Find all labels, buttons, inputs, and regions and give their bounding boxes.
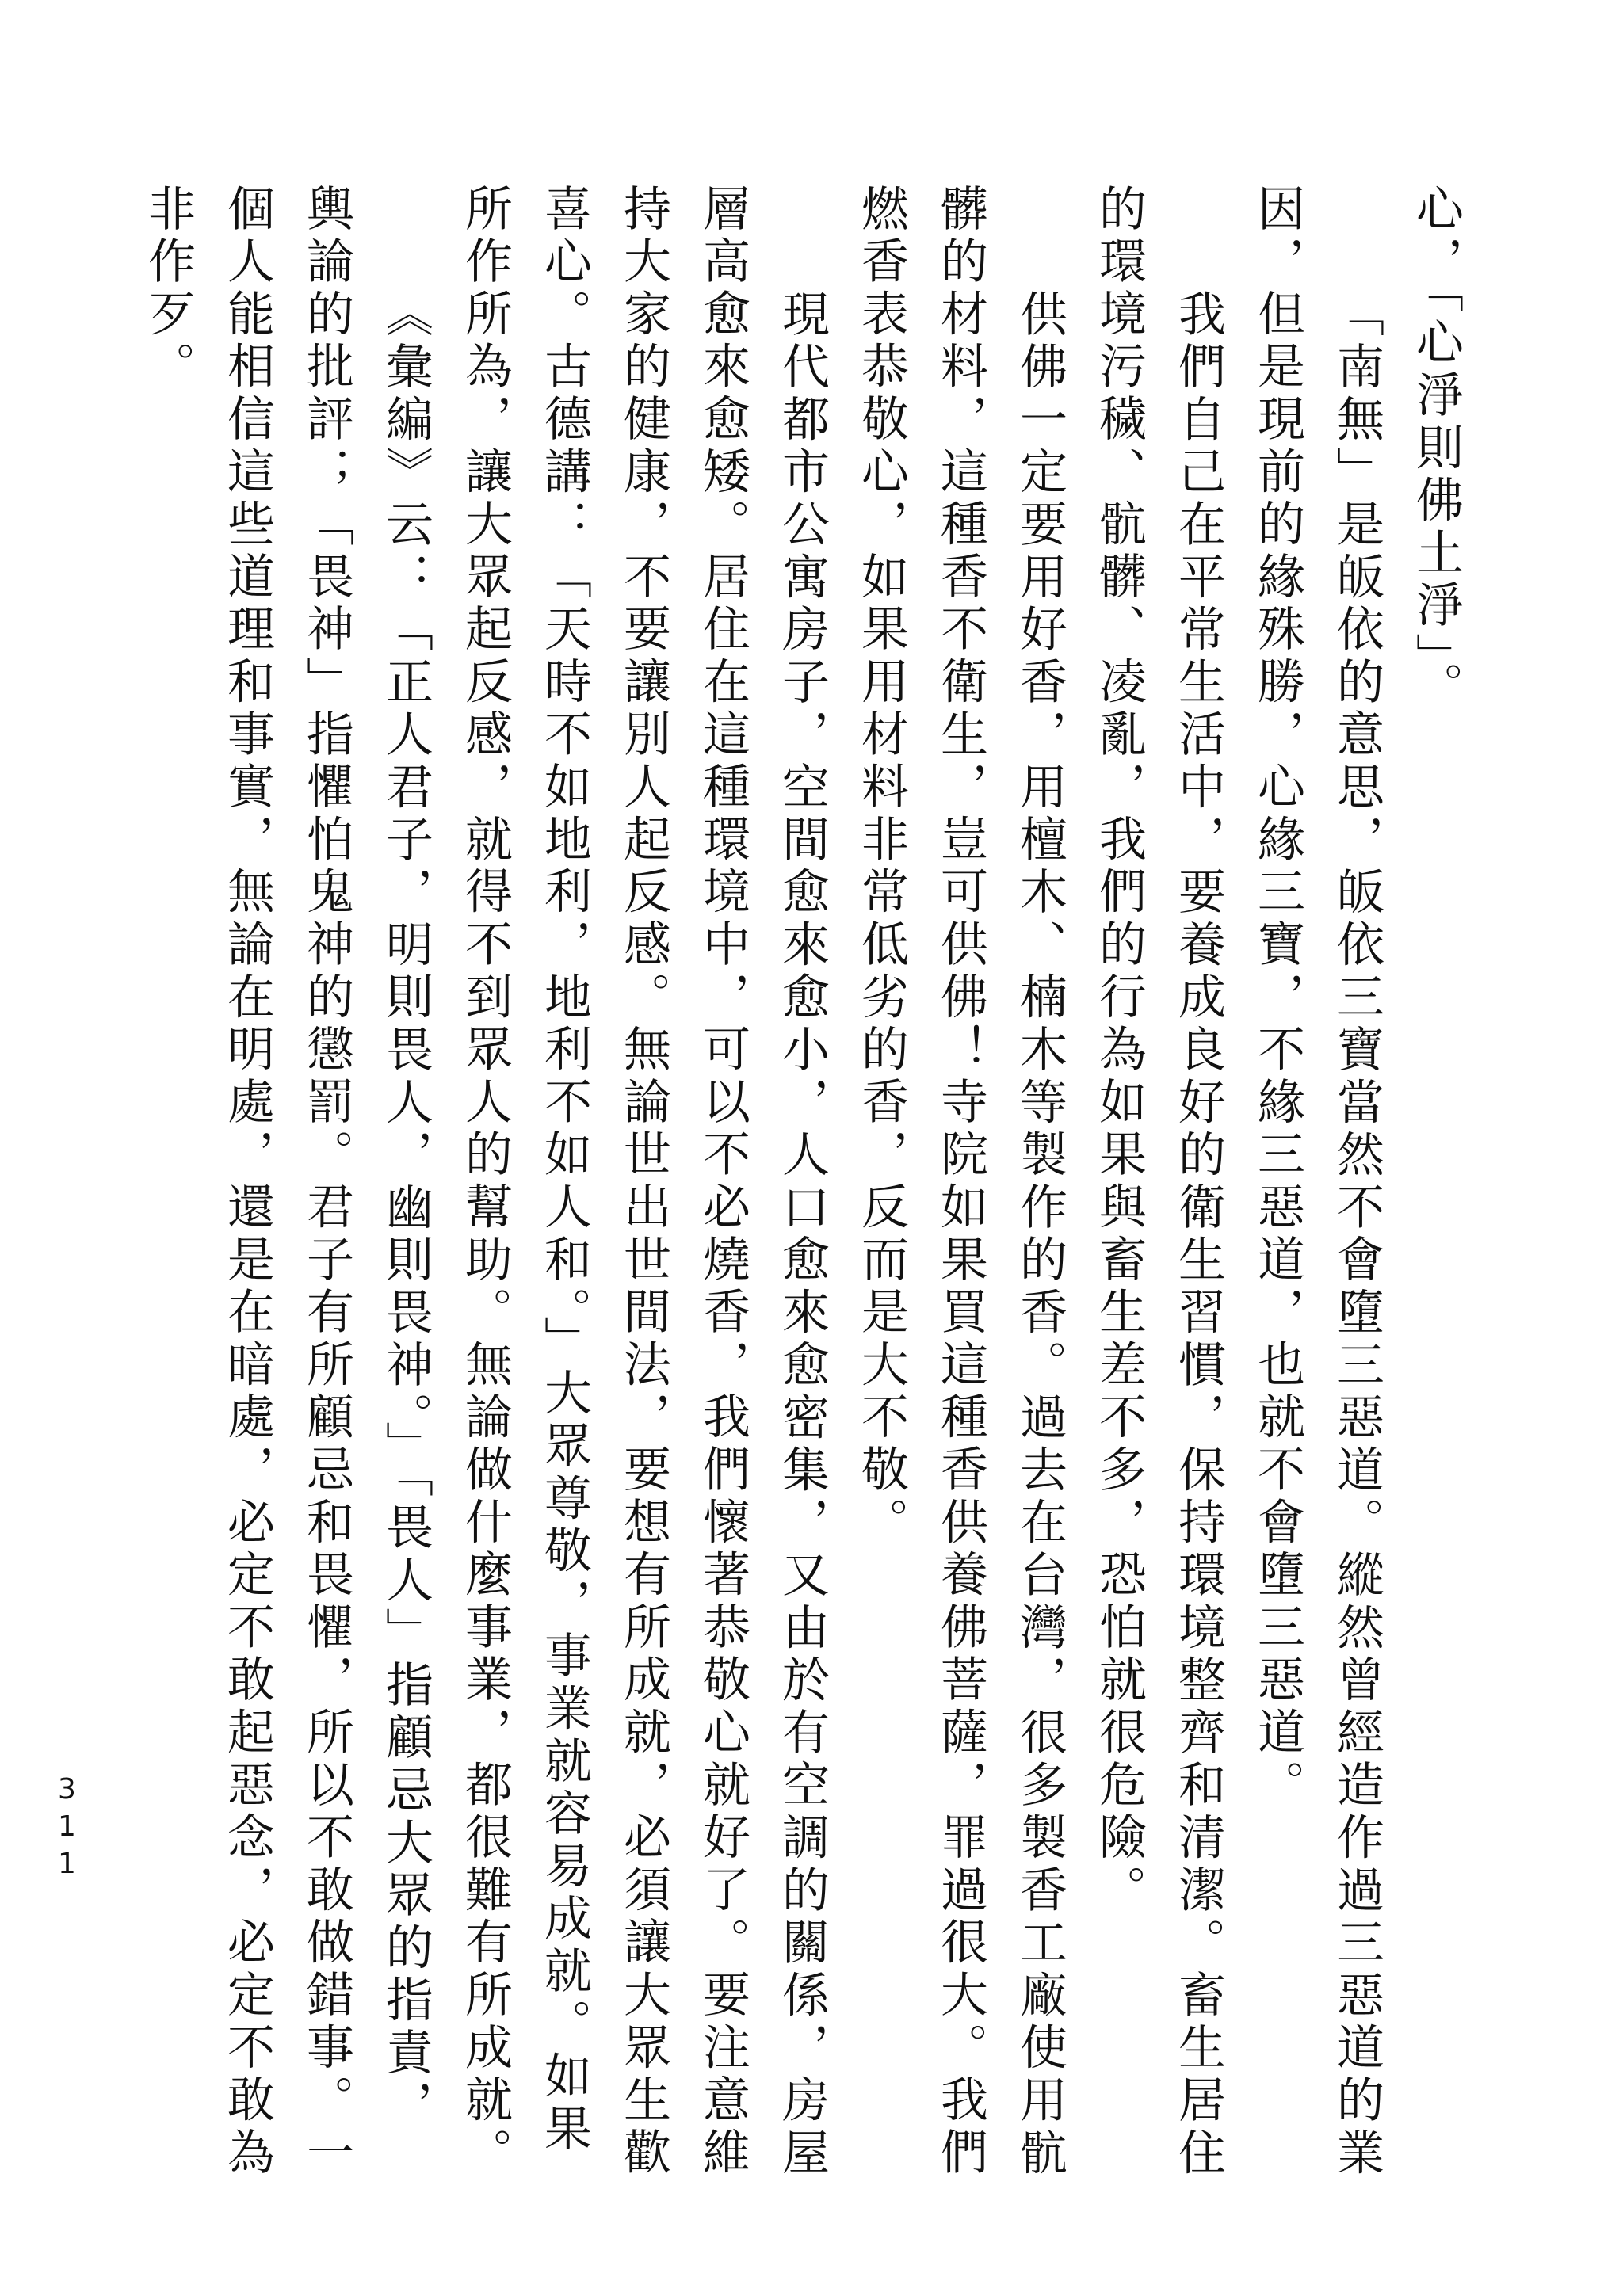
text-line: 心，「心淨則佛土淨」。 (1408, 184, 1464, 715)
text-line: 我們自己在平常生活中，要養成良好的衛生習慣，保持環境整齊和清潔。畜生居住 (1170, 288, 1226, 2180)
text-line: 燃香表恭敬心，如果用材料非常低劣的香，反而是大不敬。 (854, 184, 909, 1550)
text-line: 喜心。古德講：「天時不如地利，地利不如人和。」大眾尊敬，事業就容易成就。如果 (537, 184, 592, 2157)
text-line: 所作所為，讓大眾起反感，就得不到眾人的幫助。無論做什麼事業，都很難有所成就。 (457, 184, 513, 2180)
text-line: 髒的材料，這種香不衛生，豈可供佛！寺院如果買這種香供養佛菩薩，罪過很大。我們 (933, 184, 988, 2180)
paragraph (1079, 184, 1238, 2244)
text-line: 非作歹。 (140, 184, 196, 395)
text-line: 因，但是現前的緣殊勝，心緣三寶，不緣三惡道，也就不會墮三惡道。 (1250, 184, 1305, 1813)
text-line: 供佛一定要用好香，用檀木、楠木等製作的香。過去在台灣，很多製香工廠使用骯 (1012, 288, 1067, 2180)
text-line: 個人能相信這些道理和事實，無論在明處，還是在暗處，必定不敢起惡念，必定不敢為 (220, 184, 275, 2180)
text-line: 《彙編》云：「正人君子，明則畏人，幽則畏神。」「畏人」指顧忌大眾的指責， (378, 288, 433, 2133)
text-line: 「南無」是皈依的意思，皈依三寶當然不會墮三惡道。縱然曾經造作過三惡道的業 (1329, 288, 1384, 2180)
paragraph (445, 184, 842, 2244)
text-line: 輿論的批評；「畏神」指懼怕鬼神的懲罰。君子有所顧忌和畏懼，所以不敢做錯事。一 (299, 184, 354, 2180)
paragraph (1238, 184, 1396, 2244)
paragraph (842, 184, 1079, 2244)
text-line: 層高愈來愈矮。居住在這種環境中，可以不必燒香，我們懷著恭敬心就好了。要注意維 (695, 184, 750, 2180)
text-body (128, 184, 1476, 2244)
text-line: 的環境污穢、骯髒、凌亂，我們的行為如果與畜生差不多，恐怕就很危險。 (1091, 184, 1147, 1917)
page-number: 311 (51, 1773, 83, 1885)
text-line: 持大家的健康，不要讓別人起反感。無論世出世間法，要想有所成就，必須讓大眾生歡 (616, 184, 671, 2180)
paragraph (128, 184, 445, 2244)
text-line: 現代都市公寓房子，空間愈來愈小，人口愈來愈密集，又由於有空調的關係，房屋 (774, 288, 830, 2180)
paragraph (1396, 184, 1476, 2244)
